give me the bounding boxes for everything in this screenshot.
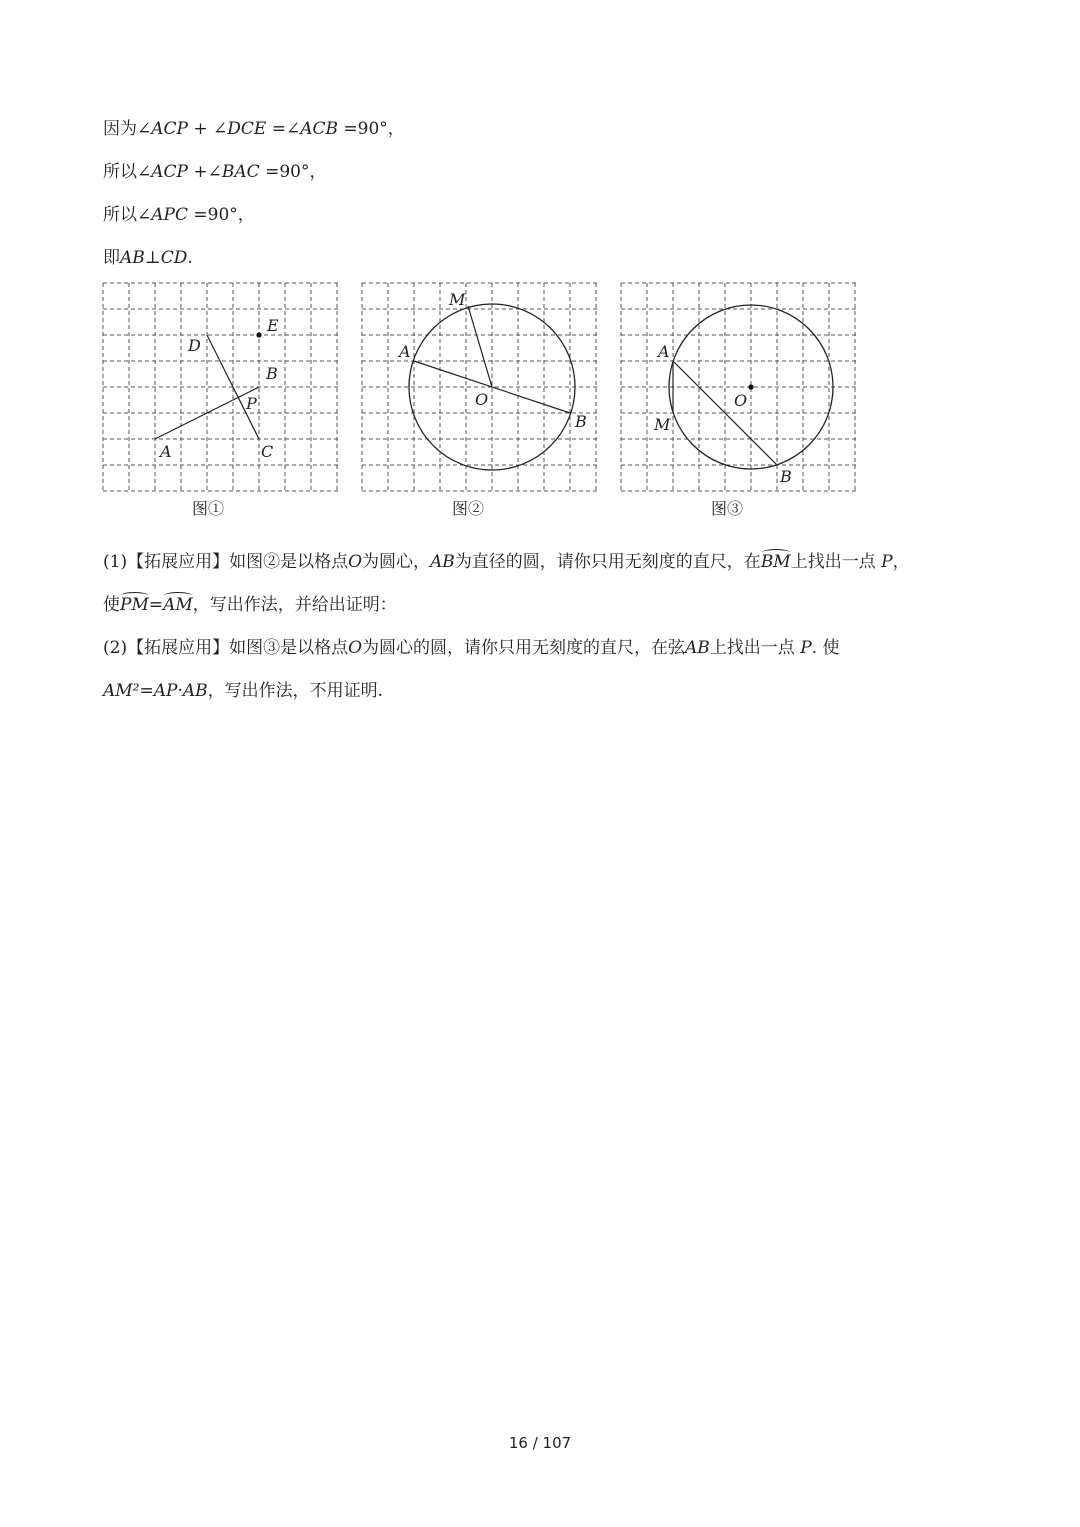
question-2-line-2 bbox=[103, 676, 383, 701]
text: =∠ bbox=[266, 119, 301, 139]
label-A: A bbox=[399, 342, 411, 361]
math: AB bbox=[430, 552, 455, 572]
text: = bbox=[148, 595, 164, 615]
label-M: M bbox=[654, 415, 671, 434]
text: 为直径的圆，请你只用无刻度的直尺，在 bbox=[454, 552, 761, 572]
math: O bbox=[348, 552, 363, 572]
math: ACP bbox=[151, 119, 188, 139]
math: O bbox=[348, 638, 363, 658]
arc-PM: PM bbox=[120, 595, 149, 615]
arc-BM: BM bbox=[760, 552, 791, 572]
text: =90°， bbox=[338, 119, 405, 139]
text: + ∠ bbox=[187, 119, 228, 139]
proof-line-3 bbox=[103, 200, 255, 225]
figure-3 bbox=[620, 282, 858, 494]
text: +∠ bbox=[187, 162, 222, 182]
text: 即 bbox=[103, 248, 120, 268]
math: P bbox=[800, 638, 812, 658]
page-number: 16 / 107 bbox=[508, 1434, 572, 1452]
label-O: O bbox=[475, 390, 489, 409]
label-B: B bbox=[575, 412, 587, 431]
text: =90°， bbox=[259, 162, 327, 182]
text: . 使 bbox=[811, 638, 840, 658]
label-D: D bbox=[188, 336, 201, 355]
label-P: P bbox=[246, 394, 257, 413]
text: =90°， bbox=[187, 205, 255, 225]
text: ， bbox=[892, 552, 910, 572]
text: ，写出作法，不用证明. bbox=[207, 681, 384, 701]
text: 上找出一点 bbox=[790, 552, 882, 572]
math: AB⊥CD bbox=[120, 248, 188, 268]
math: AB bbox=[685, 638, 710, 658]
label-B: B bbox=[780, 467, 792, 486]
label-E: E bbox=[267, 316, 279, 335]
label-A: A bbox=[658, 342, 670, 361]
text: 所以∠ bbox=[103, 162, 152, 182]
text: 上找出一点 bbox=[709, 638, 801, 658]
text: 使 bbox=[103, 595, 120, 615]
figure-2-caption: 图② bbox=[452, 499, 485, 518]
label-A: A bbox=[160, 442, 172, 461]
text: 所以∠ bbox=[103, 205, 152, 225]
question-2-line-1 bbox=[103, 633, 839, 658]
question-1-line-2 bbox=[103, 590, 397, 615]
text: (1)【拓展应用】如图②是以格点 bbox=[103, 552, 349, 572]
math: ACP bbox=[151, 162, 188, 182]
label-B: B bbox=[266, 364, 278, 383]
text: 为圆心的圆，请你只用无刻度的直尺，在弦 bbox=[362, 638, 686, 658]
text: . bbox=[187, 248, 193, 268]
question-1-line-1 bbox=[103, 547, 910, 572]
math: DCE bbox=[227, 119, 267, 139]
math: ACB bbox=[300, 119, 339, 139]
text: ，写出作法，并给出证明： bbox=[192, 595, 397, 615]
radius-OM bbox=[468, 306, 492, 387]
text: (2)【拓展应用】如图③是以格点 bbox=[103, 638, 349, 658]
label-O: O bbox=[734, 391, 748, 410]
label-M: M bbox=[449, 290, 466, 309]
label-C: C bbox=[261, 442, 274, 461]
text: 因为∠ bbox=[103, 119, 152, 139]
math: AM²=AP·AB bbox=[103, 681, 208, 701]
figure-3-caption: 图③ bbox=[711, 499, 744, 518]
figure-3-svg bbox=[620, 282, 858, 494]
figure-2 bbox=[361, 282, 599, 494]
math: BAC bbox=[221, 162, 260, 182]
figure-1-svg bbox=[102, 282, 340, 494]
text: 为圆心， bbox=[362, 552, 431, 572]
figure-2-svg bbox=[361, 282, 599, 494]
proof-line-2 bbox=[103, 157, 326, 182]
math: P bbox=[881, 552, 893, 572]
math: APC bbox=[151, 205, 188, 225]
figure-1-caption: 图① bbox=[192, 499, 225, 518]
point-O bbox=[748, 384, 753, 389]
point-E bbox=[256, 332, 261, 337]
arc-AM: AM bbox=[163, 595, 193, 615]
figure-1 bbox=[102, 282, 340, 494]
proof-line-1 bbox=[103, 114, 405, 139]
proof-line-4 bbox=[103, 243, 193, 268]
